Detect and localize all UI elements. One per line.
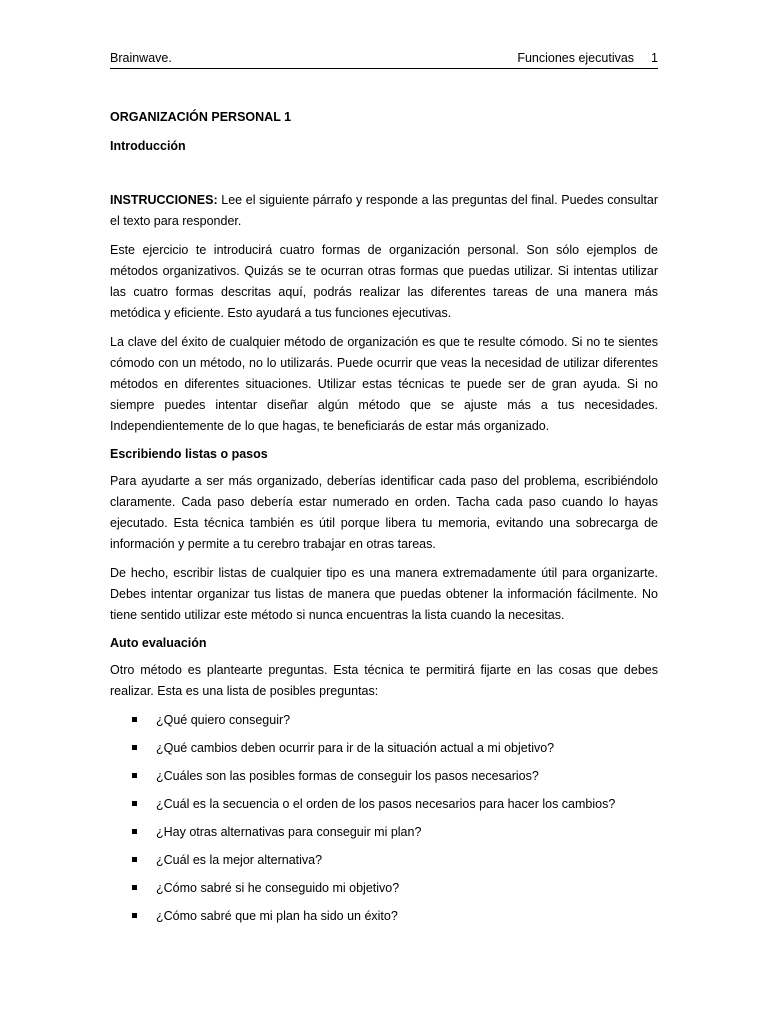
- list-item: [110, 906, 658, 926]
- intro-paragraph: Este ejercicio te introducirá cuatro formas de organización personal. Son sólo ejemplos de métodos organizativos. Quizás se te ocurran otras formas que puedas utilizar. Si intentas utilizar las cuatro formas descritas aquí, podrás realizar las diferentes tareas de una manera más metódica y eficiente. Esto ayudará a tus funciones ejecutivas.: [110, 243, 658, 320]
- question-text: ¿Cómo sabré si he conseguido mi objetivo?: [156, 881, 400, 895]
- question-text: ¿Cuáles son las posibles formas de conseguir los pasos necesarios?: [156, 769, 539, 783]
- question-text: ¿Cómo sabré que mi plan ha sido un éxito?: [156, 909, 398, 923]
- question-text: ¿Cuál es la mejor alternativa?: [156, 853, 323, 867]
- square-bullet-icon: [132, 857, 137, 862]
- page-number: 1: [651, 51, 658, 65]
- header-right: [517, 51, 658, 65]
- instructions-paragraph: [110, 190, 658, 232]
- self-evaluation-paragraph: Otro método es plantearte preguntas. Esta técnica te permitirá fijarte en las cosas que debes realizar. Esta es una lista de posibles preguntas:: [110, 663, 658, 698]
- list-item: [110, 710, 658, 730]
- list-item: [110, 738, 658, 758]
- document-subtitle: Introducción: [110, 139, 186, 153]
- list-item: [110, 766, 658, 786]
- square-bullet-icon: [132, 829, 137, 834]
- lists-paragraph: De hecho, escribir listas de cualquier tipo es una manera extremadamente útil para organizarte. Debes intentar organizar tus listas de manera que puedas obtener la información fácilmente. No tiene sentido utilizar este método si nunca encuentras la lista cuando la necesitas.: [110, 566, 658, 622]
- header-section-title: Funciones ejecutivas: [517, 51, 635, 65]
- header-brand: Brainwave.: [110, 51, 172, 65]
- square-bullet-icon: [132, 801, 137, 806]
- list-item: [110, 794, 658, 814]
- instructions-text: Lee el siguiente párrafo y responde a las preguntas del final. Puedes consultar el texto para responder.: [110, 193, 658, 228]
- lists-paragraph: Para ayudarte a ser más organizado, deberías identificar cada paso del problema, escribiéndolo claramente. Cada paso debería estar numerado en orden. Tacha cada paso cuando lo hayas ejecutado. Esta técnica también es útil porque libera tu memoria, evitando una sobrecarga de información y permite a tu cerebro trabajar en otras tareas.: [110, 474, 658, 551]
- document-body: [110, 109, 658, 934]
- square-bullet-icon: [132, 717, 137, 722]
- square-bullet-icon: [132, 885, 137, 890]
- section-heading-self-evaluation: Auto evaluación: [110, 636, 207, 650]
- section-heading-lists: Escribiendo listas o pasos: [110, 447, 268, 461]
- square-bullet-icon: [132, 745, 137, 750]
- document-title: ORGANIZACIÓN PERSONAL 1: [110, 110, 292, 124]
- question-text: ¿Qué cambios deben ocurrir para ir de la situación actual a mi objetivo?: [156, 741, 555, 755]
- page-header: [110, 50, 658, 69]
- instructions-lead: INSTRUCCIONES:: [110, 193, 218, 207]
- list-item: [110, 850, 658, 870]
- square-bullet-icon: [132, 913, 137, 918]
- question-text: ¿Qué quiero conseguir?: [156, 713, 291, 727]
- question-text: ¿Hay otras alternativas para conseguir mi plan?: [156, 825, 422, 839]
- list-item: [110, 878, 658, 898]
- list-item: [110, 822, 658, 842]
- square-bullet-icon: [132, 773, 137, 778]
- questions-list: [110, 710, 658, 926]
- question-text: ¿Cuál es la secuencia o el orden de los pasos necesarios para hacer los cambios?: [156, 797, 616, 811]
- intro-paragraph: La clave del éxito de cualquier método de organización es que te resulte cómodo. Si no te sientes cómodo con un método, no lo utilizarás. Puede ocurrir que veas la necesidad de utilizar diferentes métodos en diferentes situaciones. Utilizar estas técnicas te puede ser de gran ayuda. Si no siempre puedes intentar diseñar algún método que se ajuste más a tus necesidades. Independientemente de lo que hagas, te beneficiarás de estar más organizado.: [110, 335, 658, 433]
